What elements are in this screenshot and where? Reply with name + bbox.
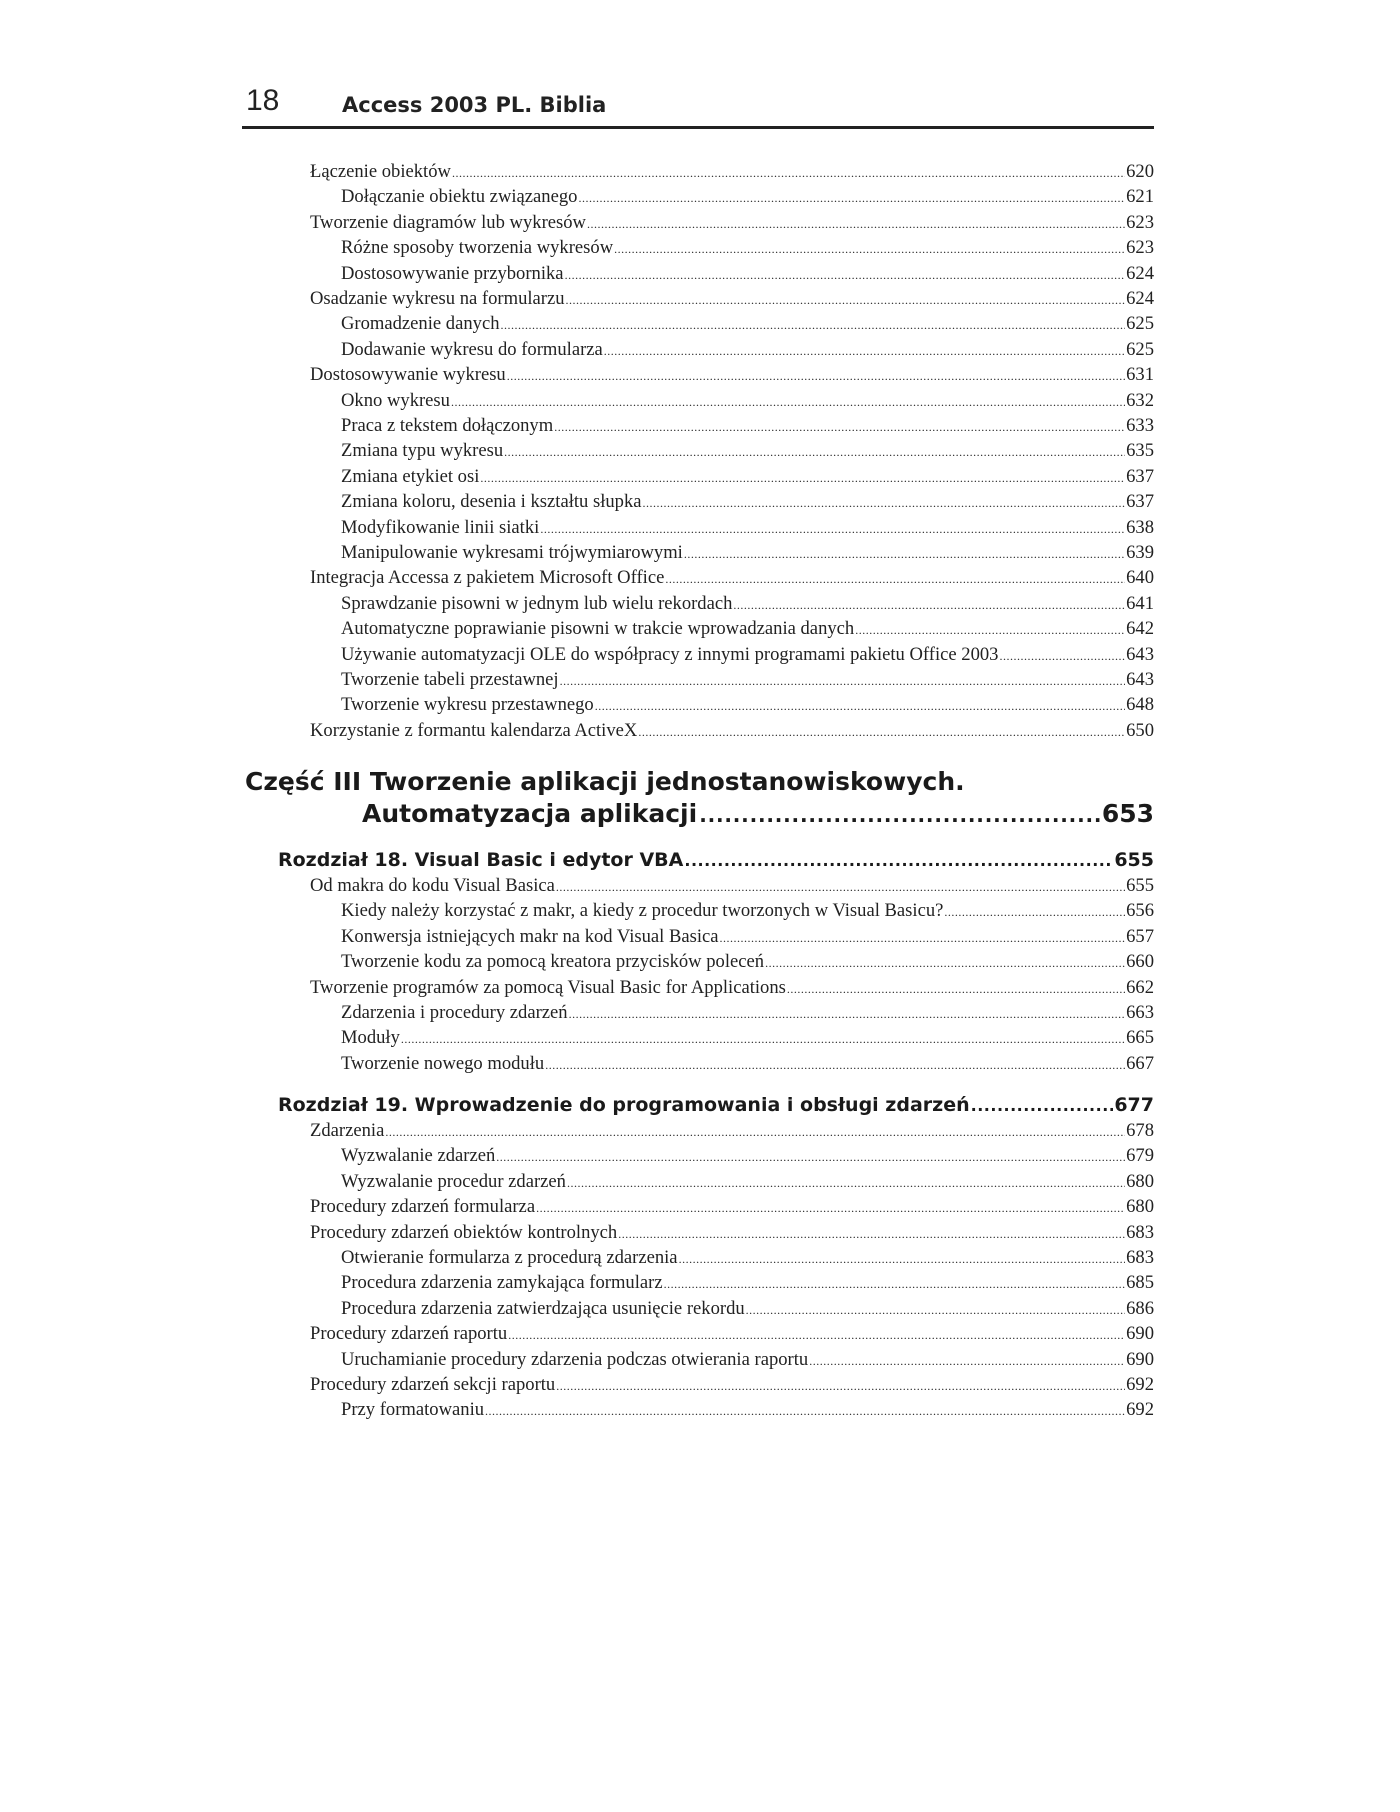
toc-entry-page: 620	[1126, 161, 1154, 182]
toc-entry-title: Uruchamianie procedury zdarzenia podczas otwierania raportu	[341, 1348, 809, 1370]
toc-entry-page: 640	[1126, 567, 1154, 589]
toc-entry-page: 637	[1126, 465, 1154, 487]
toc-entry-title: Integracja Accessa z pakietem Microsoft Office	[310, 567, 665, 589]
toc-entry	[310, 1221, 1154, 1246]
toc-entry-page: 643	[1126, 669, 1154, 690]
toc-entry-title: Gromadzenie danych	[341, 313, 500, 335]
toc-entry-title: Różne sposoby tworzenia wykresów	[341, 237, 614, 259]
toc-entry-page: 679	[1126, 1145, 1154, 1167]
toc-entry-title: Korzystanie z formantu kalendarza ActiveX	[310, 719, 638, 741]
toc-entry	[341, 185, 1154, 210]
dot-leader	[496, 1144, 1125, 1169]
toc-entry-page: 637	[1126, 491, 1154, 513]
toc-entry	[341, 1348, 1154, 1373]
toc-entry	[341, 1246, 1154, 1271]
toc-entry-page: 625	[1126, 338, 1154, 360]
dot-leader	[787, 976, 1125, 1001]
toc-entry	[341, 1398, 1154, 1423]
dot-leader	[638, 719, 1125, 744]
dot-leader	[567, 1170, 1125, 1195]
toc-entry	[310, 211, 1154, 236]
toc-entry-title: Sprawdzanie pisowni w jednym lub wielu rekordach	[341, 592, 733, 614]
toc-entry-page: 657	[1126, 925, 1154, 947]
toc-entry	[310, 363, 1154, 388]
page-number: 18	[246, 84, 280, 117]
toc-entry-page: 667	[1126, 1052, 1154, 1074]
toc-entry-title: Dostosowywanie przybornika	[341, 262, 564, 284]
chapter-page-number: 677	[1114, 1094, 1154, 1116]
part-title-text: Automatyzacja aplikacji	[362, 799, 698, 828]
toc-entry	[341, 950, 1154, 975]
toc-entry-page: 662	[1126, 976, 1154, 998]
chapter-title: Rozdział 19. Wprowadzenie do programowania i obsługi zdarzeń	[278, 1094, 970, 1116]
toc-entry-page: 632	[1126, 389, 1154, 411]
toc-entry-title: Procedury zdarzeń obiektów kontrolnych	[310, 1221, 618, 1243]
toc-entry-title: Procedury zdarzeń raportu	[310, 1323, 508, 1345]
toc-entry	[341, 617, 1154, 642]
chapter-title: Rozdział 18. Visual Basic i edytor VBA	[278, 849, 684, 871]
toc-entry-page: 656	[1126, 900, 1154, 922]
dot-leader	[944, 899, 1125, 924]
toc-entry	[341, 262, 1154, 287]
chapter-page-number: 655	[1114, 849, 1154, 871]
dot-leader	[451, 389, 1125, 414]
toc-entry-page: 680	[1126, 1170, 1154, 1192]
toc-entry	[341, 312, 1154, 337]
dot-leader	[556, 874, 1125, 899]
toc-entry-title: Łączenie obiektów	[310, 161, 451, 182]
toc-entry-page: 686	[1126, 1297, 1154, 1319]
part-title-line2	[362, 798, 1154, 831]
toc-entry-page: 635	[1126, 440, 1154, 462]
toc-entry-page: 642	[1126, 618, 1154, 640]
toc-entry	[341, 1271, 1154, 1296]
dot-leader	[501, 312, 1126, 337]
toc-entry-title: Tworzenie kodu za pomocą kreatora przycisków poleceń	[341, 951, 765, 973]
book-title: Access 2003 PL. Biblia	[342, 93, 607, 117]
dot-leader	[485, 1398, 1125, 1423]
toc-entry-title: Od makra do kodu Visual Basica	[310, 875, 555, 896]
dot-leader	[999, 643, 1125, 668]
toc-entry-page: 678	[1126, 1120, 1154, 1141]
toc-entry	[341, 541, 1154, 566]
toc-entry-title: Procedury zdarzeń sekcji raportu	[310, 1374, 556, 1395]
toc-entry	[310, 160, 1154, 185]
toc-entry-page: 650	[1126, 719, 1154, 741]
toc-entry	[310, 287, 1154, 312]
toc-entry-title: Dodawanie wykresu do formularza	[341, 338, 603, 360]
toc-entry	[341, 1052, 1154, 1077]
dot-leader	[971, 1092, 1114, 1119]
toc-entry	[341, 1144, 1154, 1169]
toc-entry-title: Osadzanie wykresu na formularzu	[310, 288, 565, 309]
dot-leader	[746, 1297, 1125, 1322]
toc-entry	[341, 1170, 1154, 1195]
dot-leader	[508, 1322, 1125, 1347]
toc-entry-page: 641	[1126, 592, 1154, 614]
toc-entry-title: Zdarzenia i procedury zdarzeń	[341, 1002, 568, 1023]
toc-entry-title: Manipulowanie wykresami trójwymiarowymi	[341, 542, 683, 563]
toc-entry	[310, 1373, 1154, 1398]
dot-leader	[566, 287, 1126, 312]
toc-entry-title: Otwieranie formularza z procedurą zdarzenia	[341, 1247, 678, 1268]
toc-entry-title: Modyfikowanie linii siatki	[341, 516, 540, 538]
toc-entry-page: 663	[1126, 1002, 1154, 1023]
chapter-19-heading	[278, 1092, 1154, 1119]
dot-leader	[560, 668, 1126, 693]
toc-entry-title: Tworzenie diagramów lub wykresów	[310, 211, 586, 233]
dot-leader	[664, 1271, 1126, 1296]
toc-entry-title: Zdarzenia	[310, 1120, 385, 1141]
toc-entry-title: Zmiana typu wykresu	[341, 440, 504, 462]
toc-entry-page: 623	[1126, 211, 1154, 233]
toc-entry-title: Zmiana koloru, desenia i kształtu słupka	[341, 491, 642, 513]
toc-entry-title: Procedura zdarzenia zamykająca formularz	[341, 1272, 663, 1294]
dot-leader	[618, 1221, 1125, 1246]
toc-entry-title: Dostosowywanie wykresu	[310, 364, 506, 386]
dot-leader	[504, 439, 1125, 464]
dot-leader	[855, 617, 1125, 642]
toc-entry	[341, 668, 1154, 693]
toc-entry	[341, 1001, 1154, 1026]
dot-leader	[684, 541, 1125, 566]
toc-entry-page: 680	[1126, 1196, 1154, 1218]
toc-entry	[341, 439, 1154, 464]
toc-entry-title: Tworzenie wykresu przestawnego	[341, 694, 594, 716]
toc-entry-title: Tworzenie nowego modułu	[341, 1052, 545, 1074]
dot-leader	[578, 185, 1125, 210]
dot-leader	[556, 1373, 1125, 1398]
toc-entry	[341, 693, 1154, 718]
toc-entry-page: 625	[1126, 313, 1154, 335]
toc-entry-page: 624	[1126, 288, 1154, 309]
toc-entry-page: 648	[1126, 694, 1154, 716]
toc-entry-title: Przy formatowaniu	[341, 1399, 485, 1421]
toc-entry-title: Automatyczne poprawianie pisowni w trakcie wprowadzania danych	[341, 618, 855, 640]
dot-leader	[554, 414, 1125, 439]
dot-leader	[587, 211, 1125, 236]
toc-entry	[310, 976, 1154, 1001]
dot-leader	[720, 925, 1126, 950]
dot-leader	[765, 950, 1125, 975]
dot-leader	[540, 516, 1125, 541]
toc-entry-title: Procedura zdarzenia zatwierdzająca usunięcie rekordu	[341, 1297, 745, 1319]
toc-entry	[310, 566, 1154, 591]
toc-entry-title: Procedury zdarzeń formularza	[310, 1196, 536, 1218]
toc-entry	[341, 516, 1154, 541]
toc-entry	[341, 925, 1154, 950]
toc-entry-page: 621	[1126, 186, 1154, 208]
toc-entry-page: 692	[1126, 1399, 1154, 1421]
toc-entry	[341, 592, 1154, 617]
toc-entry-title: Wyzwalanie procedur zdarzeń	[341, 1170, 566, 1192]
toc-entry	[341, 899, 1154, 924]
toc-entry	[310, 719, 1154, 744]
chapter-18-heading	[278, 847, 1154, 874]
toc-entry-title: Moduły	[341, 1027, 400, 1049]
toc-entry-page: 692	[1126, 1374, 1154, 1395]
dot-leader	[480, 465, 1125, 490]
toc-entry	[310, 1322, 1154, 1347]
toc-entry-title: Konwersja istniejących makr na kod Visual Basica	[341, 925, 719, 947]
toc-entry-page: 623	[1126, 237, 1154, 259]
dot-leader	[569, 1001, 1126, 1026]
toc-entry	[310, 874, 1154, 899]
toc-entry-title: Wyzwalanie zdarzeń	[341, 1145, 496, 1167]
toc-entry	[341, 490, 1154, 515]
toc-entry-page: 643	[1126, 643, 1154, 665]
part-page-number: 653	[1101, 799, 1154, 828]
toc-entry	[341, 643, 1154, 668]
toc-entry-page: 690	[1126, 1348, 1154, 1370]
toc-entry	[341, 414, 1154, 439]
toc-entry-page: 683	[1126, 1221, 1154, 1243]
dot-leader	[401, 1026, 1125, 1051]
toc-entry	[341, 389, 1154, 414]
dot-leader	[684, 847, 1113, 874]
dot-leader	[643, 490, 1126, 515]
dot-leader	[452, 160, 1125, 185]
dot-leader	[733, 592, 1125, 617]
part-title-line1: Część III Tworzenie aplikacji jednostanowiskowych.	[245, 767, 965, 796]
toc-entry-page: 624	[1126, 262, 1154, 284]
dot-leader	[604, 338, 1125, 363]
toc-entry	[341, 236, 1154, 261]
toc-entry-title: Dołączanie obiektu związanego	[341, 186, 578, 208]
toc-entry	[310, 1195, 1154, 1220]
dot-leader	[614, 236, 1125, 261]
toc-entry-page: 655	[1126, 875, 1154, 896]
toc-entry-page: 639	[1126, 542, 1154, 563]
toc-entry-page: 665	[1126, 1027, 1154, 1049]
dot-leader	[595, 693, 1125, 718]
toc-entry-title: Kiedy należy korzystać z makr, a kiedy z procedur tworzonych w Visual Basicu?	[341, 900, 944, 922]
toc-entry	[341, 338, 1154, 363]
toc-entry-title: Tworzenie programów za pomocą Visual Basic for Applications	[310, 976, 786, 998]
toc-entry	[341, 1297, 1154, 1322]
dot-leader	[699, 798, 1100, 831]
dot-leader	[679, 1246, 1126, 1271]
toc-entry-page: 683	[1126, 1247, 1154, 1268]
dot-leader	[565, 262, 1126, 287]
dot-leader	[385, 1119, 1125, 1144]
toc-entry-title: Zmiana etykiet osi	[341, 465, 480, 487]
toc-entry-title: Okno wykresu	[341, 389, 450, 411]
running-header	[242, 84, 1154, 129]
toc-entry-page: 631	[1126, 364, 1154, 386]
toc-entry-page: 685	[1126, 1272, 1154, 1294]
toc-entry	[310, 1119, 1154, 1144]
toc-entry	[341, 465, 1154, 490]
toc-entry-title: Praca z tekstem dołączonym	[341, 415, 554, 436]
toc-entry-page: 633	[1126, 415, 1154, 436]
dot-leader	[545, 1052, 1125, 1077]
dot-leader	[665, 566, 1125, 591]
toc-entry	[341, 1026, 1154, 1051]
dot-leader	[507, 363, 1125, 388]
toc-entry-page: 638	[1126, 516, 1154, 538]
toc-entry-page: 690	[1126, 1323, 1154, 1345]
toc-entry-title: Tworzenie tabeli przestawnej	[341, 669, 559, 690]
toc-entry-page: 660	[1126, 951, 1154, 973]
dot-leader	[809, 1348, 1125, 1373]
toc-entry-title: Używanie automatyzacji OLE do współpracy z innymi programami pakietu Office 2003	[341, 643, 999, 665]
dot-leader	[536, 1195, 1125, 1220]
